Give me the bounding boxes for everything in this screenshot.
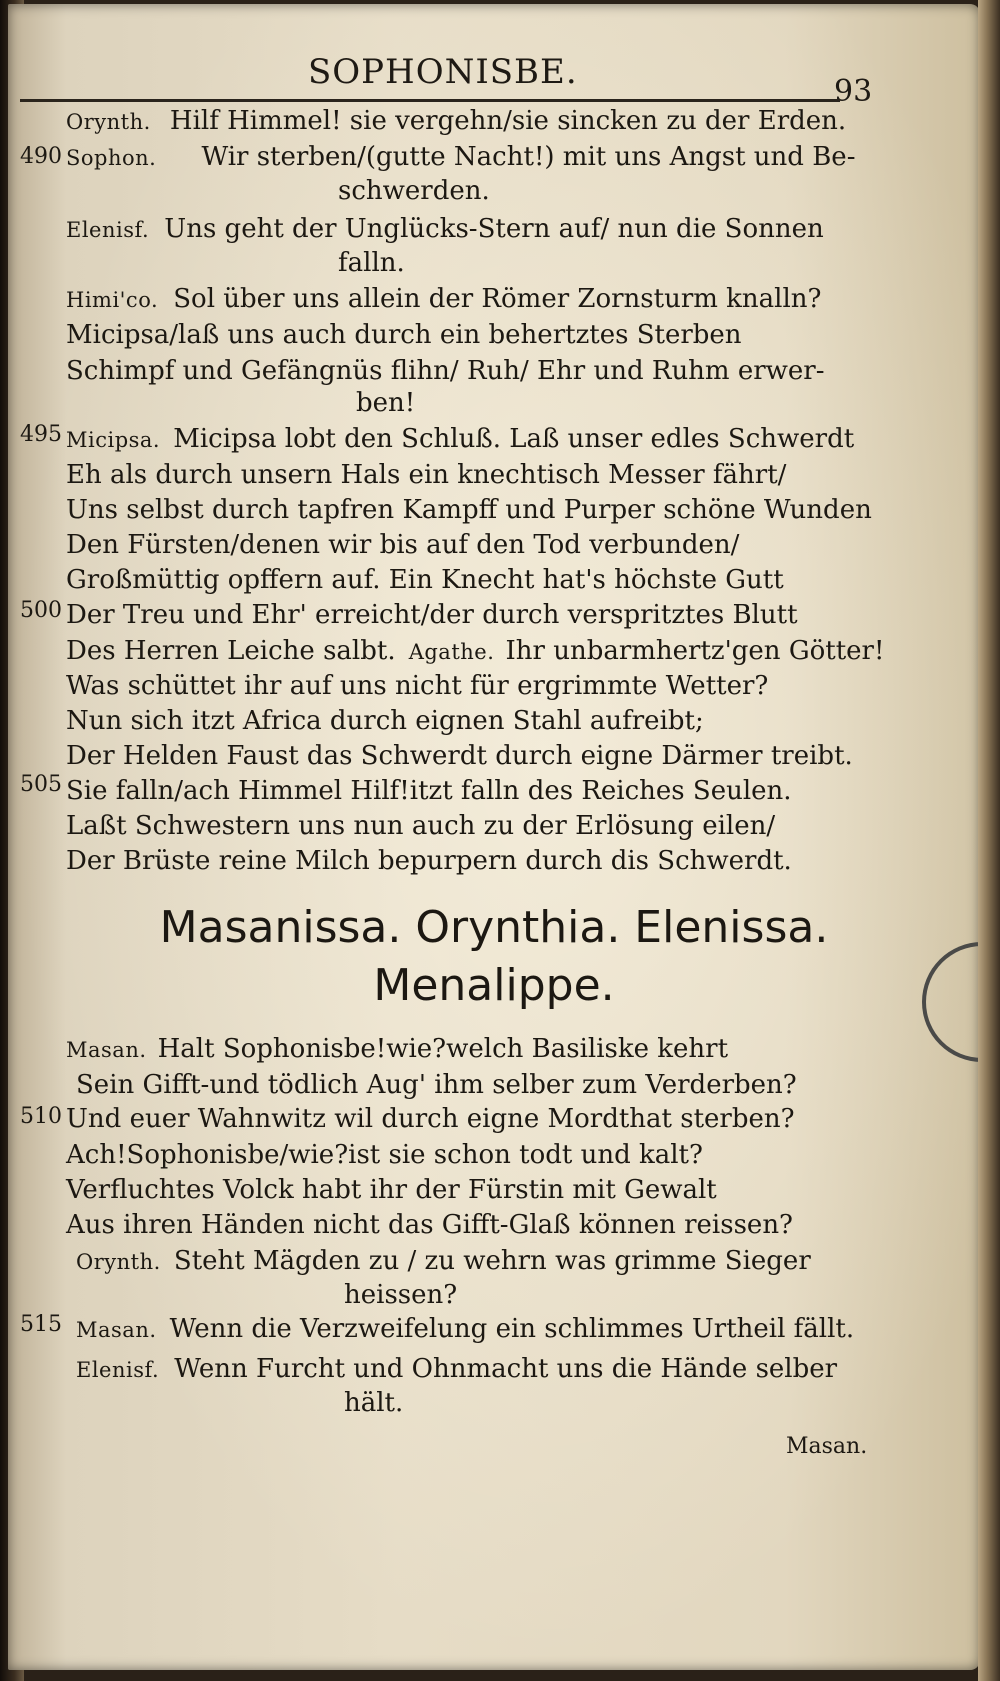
verse-continuation: ben! — [356, 388, 416, 418]
verse-line: Den Fürsten/denen wir bis auf den Tod verbunden/ — [66, 530, 740, 560]
verse-line — [66, 106, 846, 136]
scene-heading: Masanissa. Orynthia. Elenissa. — [159, 902, 829, 953]
verse-line — [76, 1354, 837, 1384]
verse-line — [76, 1314, 854, 1344]
speaker-label: Masan. — [66, 1038, 147, 1062]
verse-line — [66, 636, 884, 666]
verse-line: Aus ihren Händen nicht das Gifft-Glaß können reissen? — [66, 1210, 793, 1240]
verse-text: Micipsa lobt den Schluß. Laß unser edles Schwerdt — [173, 424, 855, 454]
verse-continuation: falln. — [338, 248, 405, 278]
verse-continuation: hält. — [344, 1388, 404, 1418]
verse-line — [66, 424, 854, 454]
header-rule — [20, 99, 840, 102]
verse-line: Sein Gifft-und tödlich Aug' ihm selber zum Verderben? — [76, 1070, 797, 1100]
verse-text: Halt Sophonisbe!wie?welch Basiliske kehrt — [157, 1034, 729, 1064]
speaker-label: Elenisf. — [66, 218, 150, 242]
line-number-495: 495 — [20, 422, 62, 447]
speaker-label: Agathe. — [408, 640, 495, 664]
verse-line: Und euer Wahnwitz wil durch eigne Mordthat sterben? — [66, 1104, 795, 1134]
verse-line — [66, 284, 822, 314]
verse-line: Nun sich itzt Africa durch eignen Stahl aufreibt; — [66, 706, 704, 736]
verse-text: Wenn Furcht und Ohnmacht uns die Hände selber — [174, 1354, 838, 1384]
line-number-505: 505 — [20, 772, 62, 797]
verse-line: Ach!Sophonisbe/wie?ist sie schon todt und kalt? — [66, 1140, 703, 1170]
verse-line: Was schüttet ihr auf uns nicht für ergrimmte Wetter? — [66, 671, 769, 701]
verse-text: Wenn die Verzweifelung ein schlimmes Urtheil fällt. — [169, 1314, 855, 1344]
verse-line: Großmüttig opffern auf. Ein Knecht hat's höchste Gutt — [66, 565, 784, 595]
verse-line: Sie falln/ach Himmel Hilf!itzt falln des Reiches Seulen. — [66, 776, 792, 806]
book-page — [8, 4, 980, 1670]
verse-text: Uns geht der Unglücks-Stern auf/ nun die Sonnen — [164, 214, 824, 244]
verse-line — [66, 214, 824, 244]
verse-line: Uns selbst durch tapfren Kampff und Purper schöne Wunden — [66, 495, 872, 525]
verse-text: Hilf Himmel! sie vergehn/sie sincken zu der Erden. — [169, 106, 847, 136]
speaker-label: Orynth. — [66, 110, 151, 134]
verse-line: Der Treu und Ehr' erreicht/der durch verspritztes Blutt — [66, 600, 798, 630]
verse-continuation: heissen? — [344, 1280, 458, 1310]
speaker-label: Masan. — [76, 1318, 157, 1342]
line-number-490: 490 — [20, 144, 62, 169]
verse-text: Des Herren Leiche salbt. — [66, 636, 396, 666]
running-head: SOPHONISBE. — [308, 52, 578, 92]
verse-line: Micipsa/laß uns auch durch ein behertztes Sterben — [66, 320, 742, 350]
catchword: Masan. — [786, 1434, 868, 1459]
speaker-label: Micipsa. — [66, 428, 161, 452]
verse-line: Der Brüste reine Milch bepurpern durch dis Schwerdt. — [66, 846, 792, 876]
verse-text: Ihr unbarmhertz'gen Götter! — [505, 636, 885, 666]
verse-line — [76, 1246, 811, 1276]
verse-text: Sol über uns allein der Römer Zornsturm knalln? — [173, 284, 822, 314]
line-number-510: 510 — [20, 1104, 62, 1129]
verse-line — [66, 1034, 728, 1064]
verse-line — [66, 142, 855, 172]
page-number: 93 — [834, 74, 873, 109]
speaker-label: Elenisf. — [76, 1358, 160, 1382]
speaker-label: Orynth. — [76, 1250, 161, 1274]
verse-line: Schimpf und Gefängnüs flihn/ Ruh/ Ehr und Ruhm erwer- — [66, 356, 825, 386]
verse-text: Wir sterben/(gutte Nacht!) mit uns Angst und Be- — [201, 142, 856, 172]
speaker-label: Sophon. — [66, 146, 157, 170]
line-number-515: 515 — [20, 1312, 62, 1337]
page-edges — [978, 0, 1000, 1681]
verse-line: Laßt Schwestern uns nun auch zu der Erlösung eilen/ — [66, 811, 776, 841]
verse-line: Der Helden Faust das Schwerdt durch eigne Därmer treibt. — [66, 741, 853, 771]
scene-heading: Menalippe. — [373, 960, 615, 1011]
verse-line: Verfluchtes Volck habt ihr der Fürstin mit Gewalt — [66, 1175, 717, 1205]
speaker-label: Himi'co. — [66, 288, 159, 312]
verse-line: Eh als durch unsern Hals ein knechtisch Messer fährt/ — [66, 460, 787, 490]
verse-text: Steht Mägden zu / zu wehrn was grimme Sieger — [173, 1246, 811, 1276]
verse-continuation: schwerden. — [338, 176, 490, 206]
line-number-500: 500 — [20, 598, 62, 623]
